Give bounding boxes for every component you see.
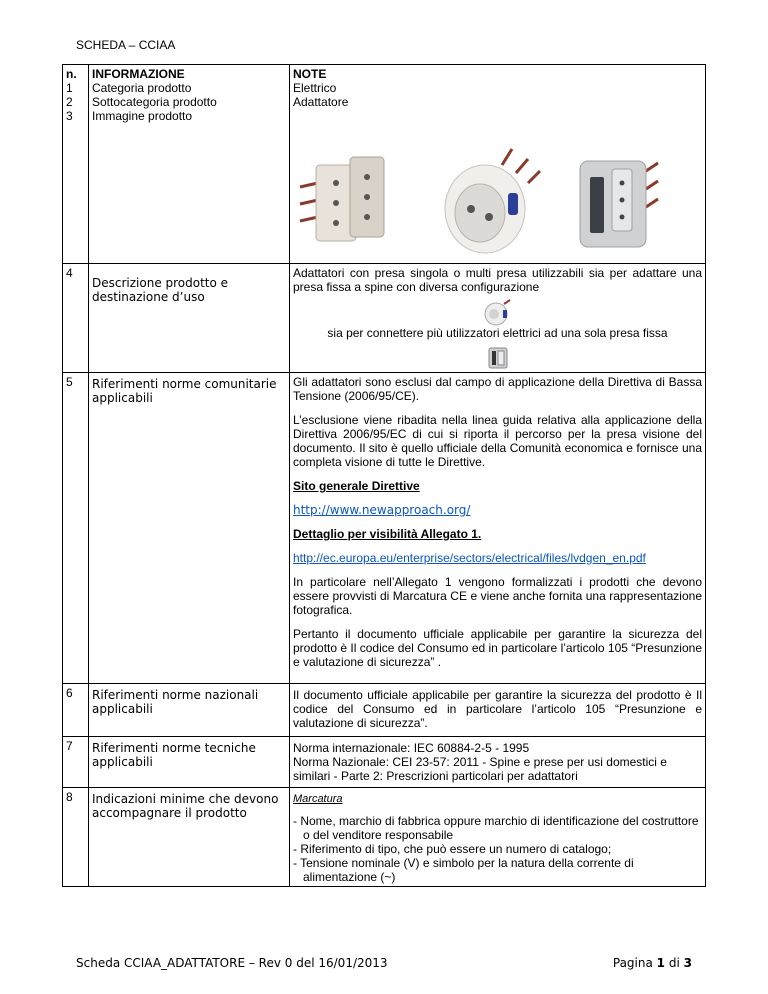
list-item: - Tensione nominale (V) e simbolo per la natura della corrente di alimentazione (~) — [293, 856, 634, 884]
triple-adapter-image — [300, 157, 384, 241]
row-5-p1: Gli adattatori sono esclusi dal campo di applicazione della Direttiva di Bassa Tensione (2006/95/CE). — [293, 375, 702, 403]
row-4-note-2: sia per connettere più utilizzatori elettrici ad una sola presa fissa — [327, 326, 668, 340]
marking-list — [293, 814, 702, 884]
current-page: 1 — [656, 956, 666, 970]
row-2-n: 2 — [66, 95, 73, 109]
row-1-n: 1 — [66, 81, 73, 95]
image-row — [63, 125, 706, 264]
row-5-heading-2: Dettaglio per visibilità Allegato 1. — [293, 527, 482, 541]
list-item: - Nome, marchio di fabbrica oppure marchio di identificazione del costruttore o del venditore responsabile — [293, 814, 699, 842]
row-3-n: 3 — [66, 109, 73, 123]
schuko-adapter-thumb-icon — [478, 298, 518, 326]
page-label: Pagina — [612, 956, 653, 970]
row-8 — [63, 788, 706, 887]
row-1-info: Categoria prodotto — [92, 81, 192, 95]
newapproach-link[interactable]: http://www.newapproach.org/ — [293, 503, 471, 517]
row-7-info: Riferimenti norme tecniche applicabili — [89, 737, 290, 788]
product-images — [290, 125, 706, 259]
row-7-line-1: Norma internazionale: IEC 60884-2-5 - 1995 — [293, 741, 530, 755]
row-7-line-2: Norma Nazionale: CEI 23-57: 2011 - Spine e prese per usi domestici e similari - Parte 2: Prescrizioni particolari per adattatori — [293, 755, 667, 783]
lvdgen-link[interactable]: http://ec.europa.eu/enterprise/sectors/electrical/files/lvdgen_en.pdf — [293, 551, 646, 565]
total-pages: 3 — [683, 956, 692, 970]
product-sheet-table — [62, 64, 706, 887]
row-4 — [63, 264, 706, 373]
table-head-row — [63, 65, 706, 126]
row-8-n: 8 — [63, 788, 89, 887]
col-header-info: INFORMAZIONE — [92, 67, 185, 81]
footer-page-number — [613, 956, 692, 970]
row-5-p3: In particolare nell’Allegato 1 vengono formalizzati i prodotti che devono essere provvisti di Marcatura CE e viene anche fornita una rappresentazione fotografica. — [293, 575, 702, 617]
row-7 — [63, 737, 706, 788]
col-header-note: NOTE — [293, 67, 327, 81]
col-header-n: n. — [66, 67, 77, 81]
row-1-note: Elettrico — [293, 81, 337, 95]
row-4-note-1: Adattatori con presa singola o multi presa utilizzabili sia per adattare una presa fissa a spine con diversa configurazione — [293, 266, 702, 294]
row-6-note: Il documento ufficiale applicabile per garantire la sicurezza del prodotto è Il codice del Consumo ed in particolare l’articolo 105 “Presunzione e valutazione di sicurezza”. — [290, 684, 706, 737]
row-5-p2: L’esclusione viene ribadita nella linea guida relativa alla applicazione della Direttiva 2006/95/EC di cui si riporta il percorso per la presa visione del documento. Il sito è quello ufficiale della Comunità economica e fornisce una completa visione di tutte le Direttive. — [293, 413, 702, 469]
row-5-p4: Pertanto il documento ufficiale applicabile per garantire la sicurezza del prodotto è Il codice del Consumo ed in particolare l’articolo 105 “Presunzione e valutazione di sicurezza” . — [293, 627, 702, 669]
row-6-info: Riferimenti norme nazionali applicabili — [89, 684, 290, 737]
multi-adapter-thumb-icon — [483, 344, 513, 370]
row-8-title: Marcatura — [293, 793, 343, 805]
row-2-note: Adattatore — [293, 95, 349, 109]
row-7-n: 7 — [63, 737, 89, 788]
of-label: di — [668, 956, 680, 970]
document-header: SCHEDA – CCIAA — [76, 38, 176, 52]
row-6-n: 6 — [63, 684, 89, 737]
row-5 — [63, 373, 706, 684]
row-2-info: Sottocategoria prodotto — [92, 95, 217, 109]
row-5-heading-1: Sito generale Direttive — [293, 479, 420, 493]
row-4-n: 4 — [63, 264, 89, 373]
row-4-info: Descrizione prodotto e destinazione d’uso — [89, 264, 290, 373]
multi-adapter-image — [580, 161, 658, 247]
row-3-info: Immagine prodotto — [92, 109, 193, 123]
row-8-info: Indicazioni minime che devono accompagnare il prodotto — [89, 788, 290, 887]
row-6 — [63, 684, 706, 737]
list-item: - Riferimento di tipo, che può essere un numero di catalogo; — [293, 842, 612, 856]
schuko-adapter-image — [445, 149, 540, 253]
row-5-info: Riferimenti norme comunitarie applicabili — [89, 373, 290, 684]
row-5-n: 5 — [63, 373, 89, 684]
footer-doc-id: Scheda CCIAA_ADATTATORE – Rev 0 del 16/01/2013 — [76, 956, 388, 970]
